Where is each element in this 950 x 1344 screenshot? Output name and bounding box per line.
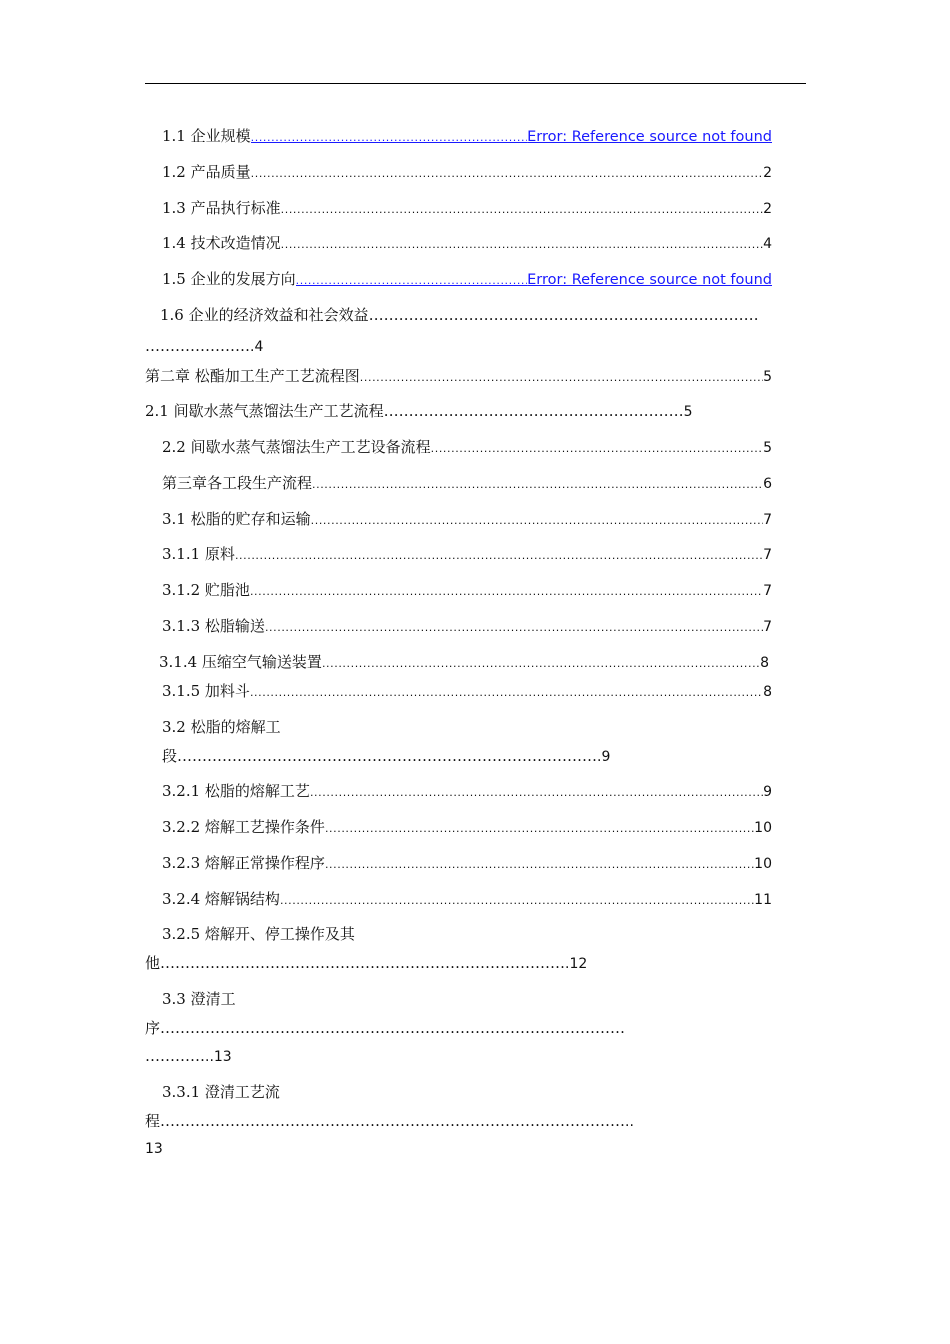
toc-entry-3-3-1-cont2 — [145, 1137, 345, 1159]
toc-page: 7 — [763, 583, 772, 599]
toc-leader — [235, 543, 763, 565]
toc-page: 7 — [763, 619, 772, 635]
toc-page: .. — [625, 1114, 634, 1130]
toc-leader: ……………………………………………………………………… — [160, 954, 566, 972]
toc-leader — [311, 508, 763, 530]
toc-label: 1.6 企业的经济效益和社会效益 — [160, 306, 369, 324]
toc-leader — [265, 615, 763, 637]
toc-page: 9 — [763, 784, 772, 800]
toc-page: 11 — [754, 892, 772, 908]
toc-leader — [322, 651, 760, 673]
toc-entry-3-2-3[interactable] — [162, 852, 772, 874]
toc-entry-2-1[interactable] — [145, 400, 785, 422]
toc-label: 第三章各工段生产流程 — [162, 474, 313, 492]
toc-leader — [251, 161, 763, 183]
toc-entry-3-3-1-cont — [145, 1110, 806, 1132]
toc-entry-1-6[interactable] — [160, 304, 806, 326]
toc-leader: ………………………………………………………………………… — [177, 747, 598, 765]
toc-label: 3.1.5 加料斗 — [162, 682, 250, 700]
toc-label: 3.2.1 松脂的熔解工艺 — [162, 782, 310, 800]
toc-page: 7 — [763, 547, 772, 563]
toc-label: 3.1.4 压缩空气输送装置 — [159, 653, 322, 671]
toc-entry-3-1-5[interactable] — [162, 680, 772, 702]
toc-page: .12 — [565, 956, 588, 972]
toc-entry-3-2-1[interactable] — [162, 780, 772, 802]
toc-label-cont: 段 — [162, 747, 178, 765]
toc-page: 6 — [763, 476, 772, 492]
toc-label: 2.1 间歇水蒸气蒸馏法生产工艺流程 — [145, 402, 384, 420]
toc-page: 4 — [763, 236, 772, 252]
toc-leader — [281, 232, 763, 254]
toc-label: 3.2.5 熔解开、停工操作及其 — [162, 925, 355, 943]
toc-entry-chapter-2[interactable] — [145, 365, 772, 387]
toc-entry-3-2-2[interactable] — [162, 816, 772, 838]
toc-leader — [296, 268, 527, 290]
toc-label-cont: 他 — [145, 954, 161, 972]
toc-leader — [312, 472, 763, 494]
toc-label: 3.1.3 松脂输送 — [162, 617, 265, 635]
toc-entry-1-3[interactable] — [162, 197, 772, 219]
toc-label: 1.3 产品执行标准 — [162, 199, 281, 217]
toc-page: 2 — [763, 165, 772, 181]
toc-leader — [310, 780, 763, 802]
toc-entry-3-1-4[interactable] — [159, 651, 769, 673]
toc-leader: ………………………………………………………………………………… — [160, 1112, 626, 1130]
toc-leader — [250, 680, 763, 702]
toc-entry-3-3[interactable] — [162, 988, 462, 1010]
toc-page: 7 — [763, 512, 772, 528]
toc-entry-3-3-cont — [145, 1017, 800, 1039]
toc-page: 5 — [683, 404, 693, 420]
toc-leader: …………………………………………………… — [383, 402, 684, 420]
toc-leader — [360, 365, 763, 387]
toc-entry-1-2[interactable] — [162, 161, 772, 183]
toc-entry-3-1-3[interactable] — [162, 615, 772, 637]
toc-page: 13 — [145, 1141, 163, 1157]
toc-page: 2 — [763, 201, 772, 217]
toc-label: 1.1 企业规模 — [162, 127, 251, 145]
toc-entry-3-1-2[interactable] — [162, 579, 772, 601]
toc-page-ref[interactable]: Error: Reference source not found — [527, 272, 772, 288]
toc-label: 3.1.2 贮脂池 — [162, 581, 250, 599]
toc-page: 5 — [763, 440, 772, 456]
toc-entry-1-4[interactable] — [162, 232, 772, 254]
toc-leader: ………………… — [145, 337, 250, 355]
toc-label: 1.2 产品质量 — [162, 163, 251, 181]
toc-page: 5 — [763, 369, 772, 385]
toc-entry-3-2-4[interactable] — [162, 888, 772, 910]
toc-label: 3.2 松脂的熔解工 — [162, 718, 281, 736]
toc-label: 2.2 间歇水蒸气蒸馏法生产工艺设备流程 — [162, 438, 431, 456]
toc-leader — [281, 197, 763, 219]
toc-entry-3-1[interactable] — [162, 508, 772, 530]
toc-page: .4 — [250, 339, 264, 355]
toc-leader — [325, 816, 754, 838]
toc-page: 9 — [601, 749, 611, 765]
toc-label: 3.1 松脂的贮存和运输 — [162, 510, 311, 528]
toc-label: 1.5 企业的发展方向 — [162, 270, 296, 288]
toc-label: 第二章 松酯加工生产工艺流程图 — [145, 367, 360, 385]
toc-entry-1-6-cont — [145, 335, 445, 357]
toc-page: . — [597, 749, 602, 765]
toc-label: 3.3.1 澄清工艺流 — [162, 1083, 280, 1101]
toc-entry-1-5[interactable] — [162, 268, 772, 290]
toc-entry-3-3-1[interactable] — [162, 1081, 462, 1103]
toc-entry-1-1[interactable] — [162, 125, 772, 147]
toc-label-cont: 序 — [145, 1019, 161, 1037]
toc-leader: …………………………………………………………………… — [368, 306, 759, 324]
toc-page: 8 — [763, 684, 772, 700]
toc-entry-3-2-cont — [162, 745, 782, 767]
toc-page: ..13 — [205, 1049, 232, 1065]
toc-leader — [250, 579, 763, 601]
toc-entry-3-2[interactable] — [162, 716, 462, 738]
toc-page: 10 — [754, 856, 772, 872]
toc-page: 8 — [760, 655, 769, 671]
toc-label: 3.1.1 原料 — [162, 545, 235, 563]
toc-leader — [431, 436, 763, 458]
toc-leader — [280, 888, 754, 910]
toc-leader: ………… — [145, 1047, 205, 1065]
toc-label-cont: 程 — [145, 1112, 161, 1130]
toc-page-ref[interactable]: Error: Reference source not found — [527, 129, 772, 145]
toc-entry-3-3-cont2 — [145, 1045, 445, 1067]
toc-entry-3-1-1[interactable] — [162, 543, 772, 565]
toc-label: 3.2.3 熔解正常操作程序 — [162, 854, 325, 872]
toc-entry-chapter-3[interactable] — [162, 472, 772, 494]
toc-leader — [325, 852, 754, 874]
toc-entry-2-2[interactable] — [162, 436, 772, 458]
toc-label: 3.2.2 熔解工艺操作条件 — [162, 818, 325, 836]
toc-label: 3.2.4 熔解锅结构 — [162, 890, 280, 908]
toc-entry-3-2-5[interactable] — [162, 923, 462, 945]
toc-label: 1.4 技术改造情况 — [162, 234, 281, 252]
toc-leader: ………………………………………………………………………………… — [160, 1019, 626, 1037]
toc-leader — [251, 125, 527, 147]
toc-entry-3-2-5-cont — [145, 952, 705, 974]
toc-page: 10 — [754, 820, 772, 836]
toc-label: 3.3 澄清工 — [162, 990, 236, 1008]
